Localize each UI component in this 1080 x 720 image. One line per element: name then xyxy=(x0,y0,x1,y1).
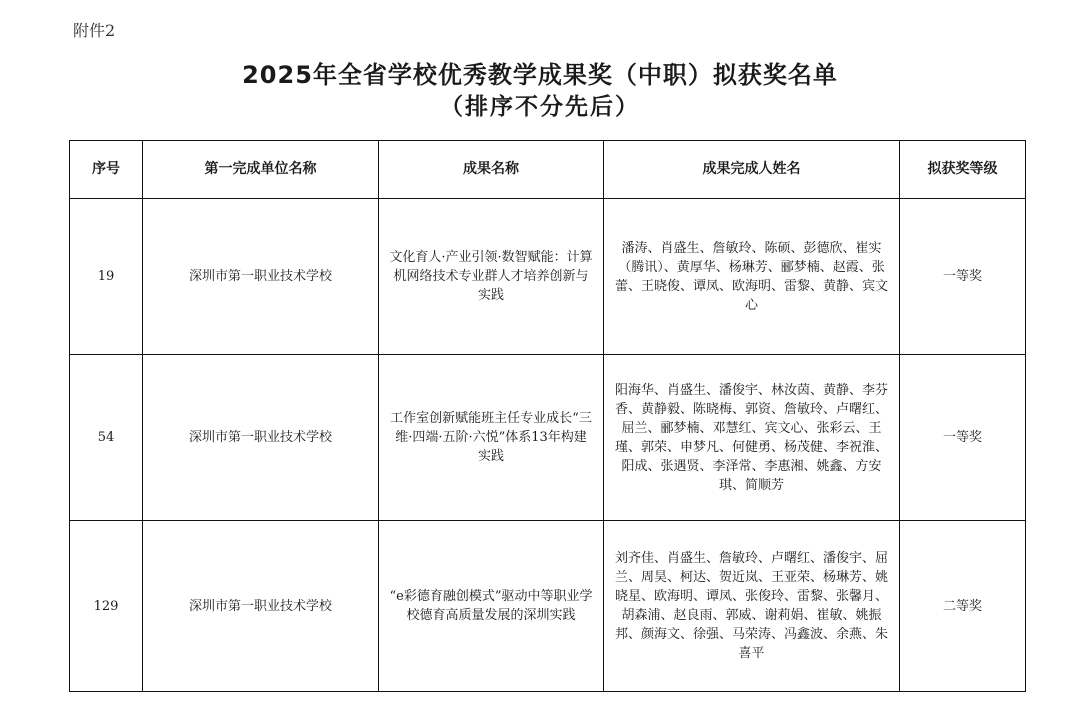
document-subtitle: （排序不分先后） xyxy=(440,94,640,120)
cell-contributors: 刘齐佳、肖盛生、詹敏玲、卢曙红、潘俊宇、屈兰、周昊、柯达、贺近岚、王亚荣、杨琳芳、姚晓星、欧海明、谭凤、张俊玲、雷黎、张馨月、胡森浦、赵良雨、郭威、谢莉娟、崔敏、姚振邦、颜海文、徐强、马荣涛、冯鑫波、余燕、朱喜平 xyxy=(604,521,900,692)
cell-award-level: 一等奖 xyxy=(900,355,1026,521)
cell-achievement-name: “e彩德育融创模式”驱动中等职业学校德育高质量发展的深圳实践 xyxy=(379,521,604,692)
cell-award-level: 二等奖 xyxy=(900,521,1026,692)
cell-contributors: 潘涛、肖盛生、詹敏玲、陈硕、彭德欣、崔实（腾讯）、黄厚华、杨琳芳、郦梦楠、赵霞、张蕾、王晓俊、谭凤、欧海明、雷黎、黄静、宾文心 xyxy=(604,199,900,355)
cell-first-unit: 深圳市第一职业技术学校 xyxy=(143,521,379,692)
award-list-table xyxy=(69,140,1026,692)
attachment-label: 附件2 xyxy=(73,21,116,40)
header-serial-number: 序号 xyxy=(70,141,143,199)
cell-serial-number: 19 xyxy=(70,199,143,355)
document-title: 2025年全省学校优秀教学成果奖（中职）拟获奖名单 xyxy=(242,61,838,89)
cell-award-level: 一等奖 xyxy=(900,199,1026,355)
table-row xyxy=(70,521,1026,692)
cell-serial-number: 54 xyxy=(70,355,143,521)
cell-achievement-name: 工作室创新赋能班主任专业成长“三维·四端·五阶·六悦”体系13年构建实践 xyxy=(379,355,604,521)
header-contributors: 成果完成人姓名 xyxy=(604,141,900,199)
cell-contributors: 阳海华、肖盛生、潘俊宇、林汝茵、黄静、李芬香、黄静毅、陈晓梅、郭资、詹敏玲、卢曙红、屈兰、郦梦楠、邓慧红、宾文心、张彩云、王瑾、郭荣、申梦凡、何健勇、杨茂健、李祝淮、阳成、张遇贤、李泽常、李惠湘、姚鑫、方安琪、简顺芳 xyxy=(604,355,900,521)
header-first-unit: 第一完成单位名称 xyxy=(143,141,379,199)
cell-achievement-name: 文化育人·产业引领·数智赋能：计算机网络技术专业群人才培养创新与实践 xyxy=(379,199,604,355)
table-row xyxy=(70,355,1026,521)
header-award-level: 拟获奖等级 xyxy=(900,141,1026,199)
cell-first-unit: 深圳市第一职业技术学校 xyxy=(143,355,379,521)
table-row xyxy=(70,199,1026,355)
header-achievement-name: 成果名称 xyxy=(379,141,604,199)
cell-serial-number: 129 xyxy=(70,521,143,692)
cell-first-unit: 深圳市第一职业技术学校 xyxy=(143,199,379,355)
table-header-row xyxy=(70,141,1026,199)
